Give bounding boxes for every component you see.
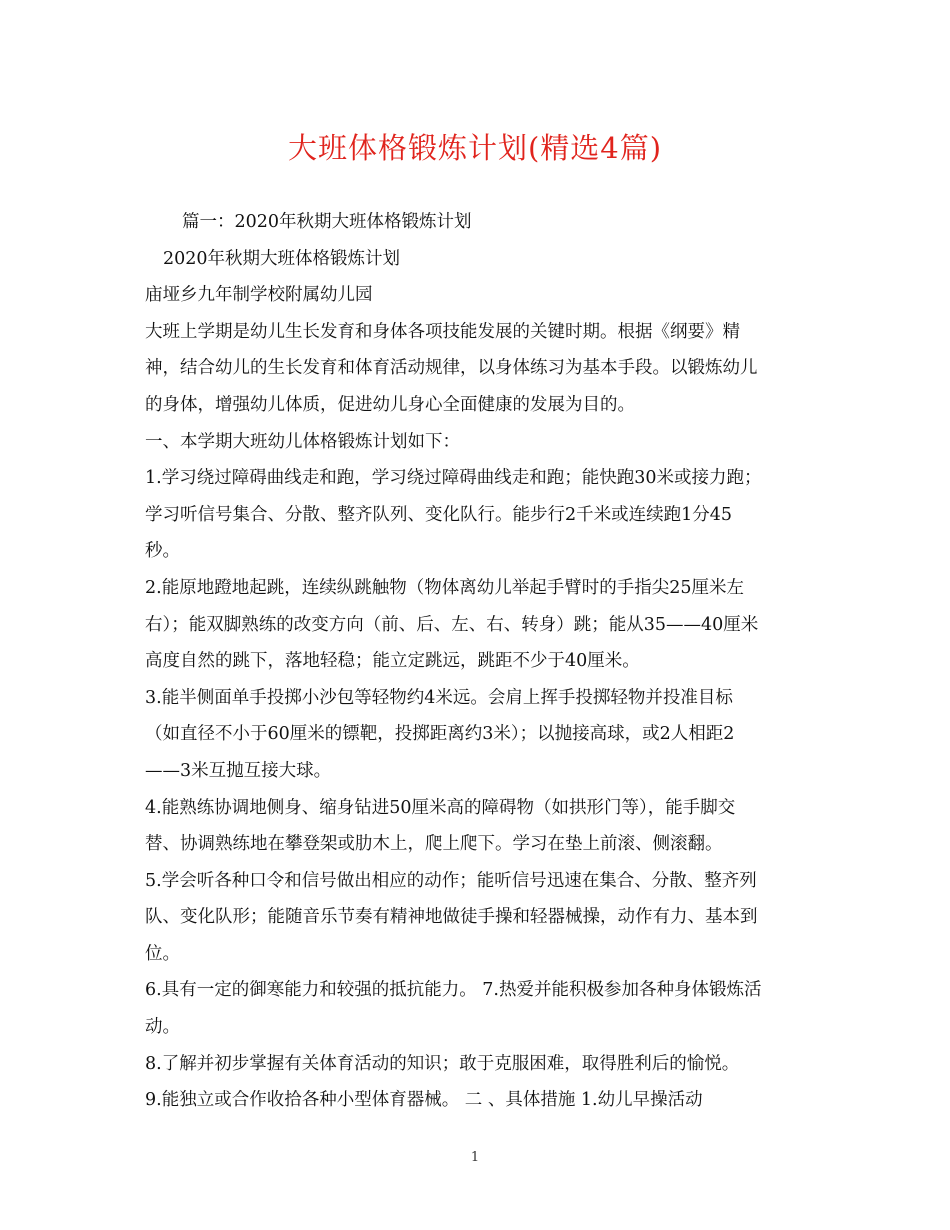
paragraph-line: 右）；能双脚熟练的改变方向（前、后、左、右、转身）跳；能从35——40厘米 (145, 614, 759, 635)
paragraph-line: 2.能原地蹬地起跳，连续纵跳触物（物体离幼儿举起手臂时的手指尖25厘米左 (145, 577, 744, 598)
subtitle-line: 2020年秋期大班体格锻炼计划 (163, 248, 401, 269)
paragraph-line: 高度自然的跳下，落地轻稳；能立定跳远，跳距不少于40厘米。 (145, 651, 640, 672)
document-body (145, 204, 815, 1119)
paragraph-line: 一、本学期大班幼儿体格锻炼计划如下： (145, 431, 460, 452)
paragraph-line: 动。 (145, 1017, 180, 1038)
paragraph-line: 神，结合幼儿的生长发育和体育活动规律，以身体练习为基本手段。以锻炼幼儿 (145, 358, 758, 379)
page-number: 1 (470, 1150, 480, 1165)
paragraph-line: 大班上学期是幼儿生长发育和身体各项技能发展的关键时期。根据《纲要》精 (145, 321, 740, 342)
paragraph-line: 8.了解并初步掌握有关体育活动的知识；敢于克服困难，取得胜利后的愉悦。 (145, 1053, 740, 1074)
paragraph-line: 1.学习绕过障碍曲线走和跑，学习绕过障碍曲线走和跑；能快跑30米或接力跑； (145, 468, 762, 489)
paragraph-line: 秒。 (145, 541, 180, 562)
school-name-line: 庙垭乡九年制学校附属幼儿园 (145, 285, 373, 306)
paragraph-line: 替、协调熟练地在攀登架或肋木上，爬上爬下。学习在垫上前滚、侧滚翻。 (145, 834, 723, 855)
section-heading: 篇一：2020年秋期大班体格锻炼计划 (182, 212, 472, 232)
paragraph-line: （如直径不小于60厘米的镖靶，投掷距离约3米）；以抛接高球，或2人相距2 (145, 724, 735, 745)
paragraph-line: 5.学会听各种口令和信号做出相应的动作；能听信号迅速在集合、分散、整齐列 (145, 870, 757, 891)
paragraph-line: 3.能半侧面单手投掷小沙包等轻物约4米远。会肩上挥手投掷轻物并投准目标 (145, 687, 733, 708)
paragraph-line: 4.能熟练协调地侧身、缩身钻进50厘米高的障碍物（如拱形门等），能手脚交 (145, 797, 736, 818)
paragraph-line: 9.能独立或合作收拾各种小型体育器械。 二 、具体措施 1.幼儿早操活动 (145, 1090, 703, 1111)
document-title: 大班体格锻炼计划(精选4篇) (287, 131, 663, 165)
paragraph-line: 学习听信号集合、分散、整齐队列、变化队行。能步行2千米或连续跑1分45 (145, 504, 733, 525)
paragraph-line: 的身体，增强幼儿体质，促进幼儿身心全面健康的发展为目的。 (145, 394, 635, 415)
paragraph-line: ——3米互抛互接大球。 (145, 760, 332, 781)
paragraph-line: 位。 (145, 943, 180, 964)
paragraph-line: 队、变化队形；能随音乐节奏有精神地做徒手操和轻器械操，动作有力、基本到 (145, 907, 758, 928)
paragraph-line: 6.具有一定的御寒能力和较强的抵抗能力。 7.热爱并能积极参加各种身体锻炼活 (145, 980, 762, 1001)
